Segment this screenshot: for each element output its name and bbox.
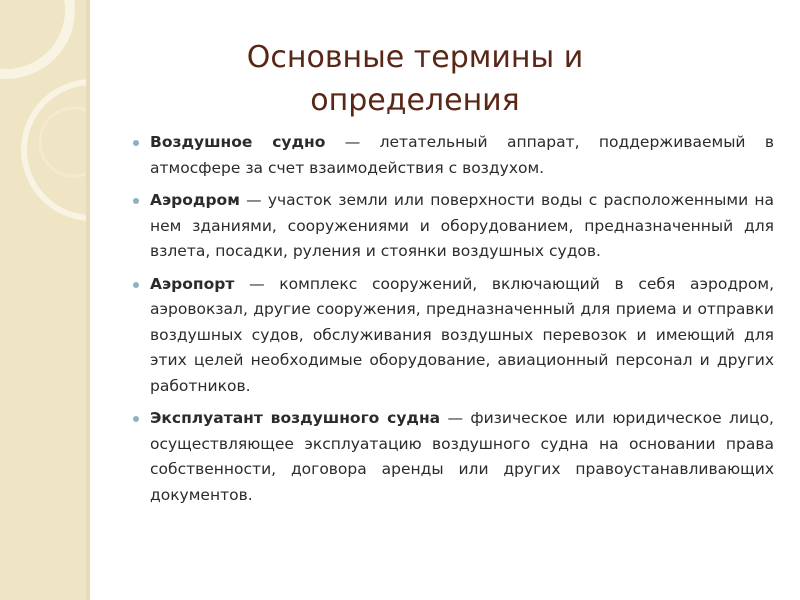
term-definition: физическое или юридическое лицо, осуществляющее эксплуатацию воздушного судна на основании права собственности, договора аренды или других правоустанавливающих документов. xyxy=(150,409,774,504)
term-dash: — xyxy=(239,191,268,209)
term-name: Аэродром xyxy=(150,191,240,209)
term-name: Аэропорт xyxy=(150,274,235,293)
slide-title xyxy=(150,36,680,122)
term-definition: комплекс сооружений, включающий в себя аэродром, аэровокзал, другие сооружения, предназначенный для приема и отправки воздушных судов, обслуживания воздушных перевозок и имеющий для этих целей необходимые оборудование, авиационный персонал и других работников. xyxy=(150,274,774,395)
term-item-operator xyxy=(131,406,774,508)
term-dash: — xyxy=(440,409,471,427)
bullet-icon xyxy=(133,198,139,204)
bullet-icon xyxy=(133,140,139,146)
bullet-icon xyxy=(133,416,139,422)
side-panel-edge xyxy=(86,0,90,600)
term-item-airport xyxy=(131,272,774,400)
term-name: Воздушное судно xyxy=(150,133,326,151)
term-definition: летательный аппарат, поддерживаемый в атмосфере за счет взаимодействия с воздухом. xyxy=(150,133,774,177)
slide-title-line-1: Основные термины и xyxy=(246,40,584,75)
slide-title-line-2: определения xyxy=(310,83,520,118)
term-name: Эксплуатант воздушного судна xyxy=(150,409,441,427)
term-dash: — xyxy=(325,133,380,151)
decorative-side-panel xyxy=(0,0,86,600)
terms-list xyxy=(131,130,774,515)
bullet-icon xyxy=(133,282,139,288)
decorative-ring-icon xyxy=(0,0,86,600)
term-definition: участок земли или поверхности воды с расположенными на нем зданиями, сооружениями и оборудованием, предназначенный для взлета, посадки, руления и стоянки воздушных судов. xyxy=(150,191,774,260)
term-item-aerodrome xyxy=(131,188,774,265)
term-item-aircraft xyxy=(131,130,774,181)
term-dash: — xyxy=(234,274,280,293)
